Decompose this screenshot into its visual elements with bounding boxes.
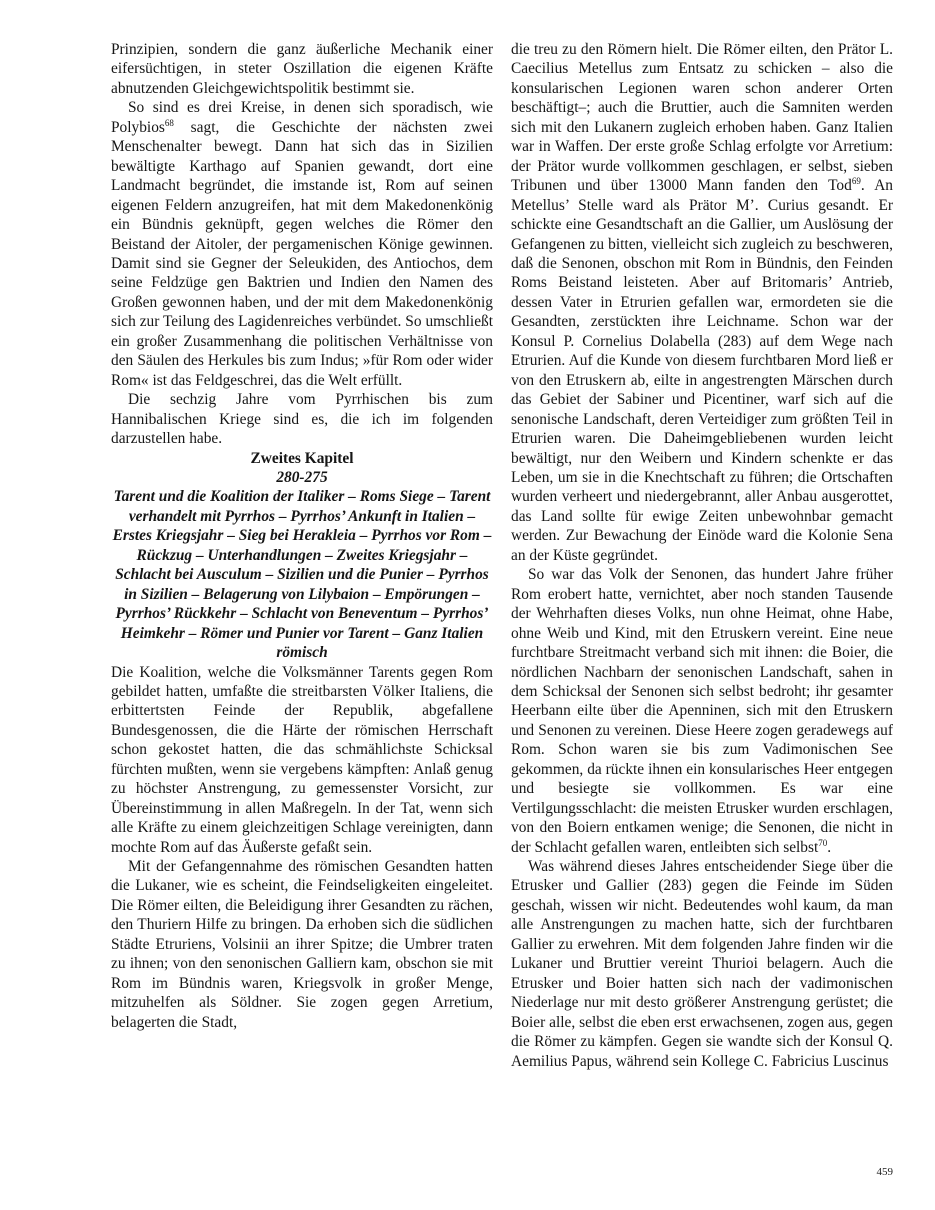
paragraph: Prinzipien, sondern die ganz äußerliche Mechanik einer eifersüchtigen, in steter Oszillation die eigenen Kräfte abnutzenden Gleichgewichtspolitik bestimmt sie. bbox=[111, 41, 493, 97]
paragraph-text: So war das Volk der Senonen, das hundert Jahre früher Rom erobert hatte, vernichtet, aber noch standen Tausende der Wehrhaften dieses Volks, nun ohne Heimat, ohne Habe, ohne Weib und Kind, mit den Etruskern vereint. Eine neue furchtbare Streitmacht verband sich mit ihnen: die Boier, die nördlichen Nachbarn der senonischen Landschaft, sahen in dem Schicksal der Senonen sich selbst bedroht; ihr gesamter Heerbann eilte über die Apenninen, sich mit den Etruskern und Senonen zu vereinen. Diese Heere zogen geradewegs auf Rom. Schon waren sie bis zum Vadimonischen See gekommen, da rückte ihnen ein konsularisches Heer entgegen und besiegte sie vollkommen. Es war eine Vertilgungsschlacht: die meisten Etrusker wurden erschlagen, von den Boiern entkamen wenige; die Senonen, die nicht in der Schlacht gefallen waren, entleibten sich selbst bbox=[511, 566, 893, 856]
paragraph bbox=[511, 40, 893, 565]
paragraph: Die Koalition, welche die Volksmänner Tarents gegen Rom gebildet hatten, umfaßte die streitbarsten Völker Italiens, die erbittertsten Feinde der Republik, abgefallene Bundesgenossen, die die Härte der römischen Herrschaft schon gekostet hatten, die das schmählichste Schicksal fürchten mußten, wenn sie vergebens kämpften: Anlaß genug zu höchster Anstrengung, zu gemessenster Vorsicht, zur Übereinstimmung in allen Maßregeln. In der Tat, wenn sich alle Kräfte zu einem gleichzeitigen Schlage vereinigten, dann mochte Rom auf das Äußerste gefaßt sein. bbox=[111, 663, 493, 856]
left-column bbox=[111, 40, 493, 1032]
paragraph: Was während dieses Jahres entscheidender Siege über die Etrusker und Gallier (283) gegen die Feinde im Süden geschah, wissen wir nicht. Bedeutendes wohl kaum, da man alle Anstrengungen zu machen hatte, sich der furchtbaren Gallier zu erwehren. Mit dem folgenden Jahre finden wir die Lukaner und Bruttier vereint Thurioi belagern. Auch die Etrusker und Boier hatten sich nach der vadimonischen Niederlage nur mit desto größerer Anstrengung gerüstet; die Boier alle, selbst die eben erst erwachsenen, zogen aus, gegen die Römer zu kämpfen. Gegen sie wandte sich der Konsul Q. Aemilius Papus, während sein Kollege C. Fabricius Luscinus bbox=[511, 858, 893, 1070]
paragraph-text: die treu zu den Römern hielt. Die Römer eilten, den Prätor L. Caecilius Metellus zum Entsatz zu schicken – also die konsularischen Legionen waren schon anderer Orten beschäftigt–; auch die Bruttier, auch die Samniten werden sich mit den Lukanern zugleich erhoben haben. Ganz Italien war in Waffen. Der erste große Schlag erfolgte vor Arretium: der Prätor wurde vollkommen geschlagen, er selbst, sieben Tribunen und über 13000 Mann fanden den Tod bbox=[511, 41, 893, 195]
paragraph-text: . bbox=[827, 838, 832, 856]
chapter-title: Zweites Kapitel bbox=[250, 449, 354, 467]
paragraph-text: So sind es drei Kreise, in denen sich sporadisch, wie Polybios bbox=[111, 99, 493, 136]
chapter-years: 280-275 bbox=[276, 468, 328, 486]
paragraph bbox=[111, 98, 493, 390]
paragraph: Mit der Gefangennahme des römischen Gesandten hatten die Lukaner, wie es scheint, die Feindseligkeiten eingeleitet. Die Römer eilten, die Beleidigung ihrer Gesandten zu rächen, den Thuriern Hilfe zu bringen. Da erhoben sich die südlichen Städte Etruriens, Volsinii an ihrer Spitze; die Umbrer traten zu ihnen; von den senonischen Galliern kam, obschon sie mit Rom im Bündnis waren, Kriegsvolk in großer Menge, mitzuhelfen als Söldner. Sie zogen gegen Arretium, belagerten die Stadt, bbox=[111, 858, 493, 1031]
right-column bbox=[511, 40, 893, 1071]
page-number: 459 bbox=[876, 1166, 893, 1178]
chapter-summary: Tarent und die Koalition der Italiker – Roms Siege – Tarent verhandelt mit Pyrrhos – Pyrrhos’ Ankunft in Italien – Erstes Kriegsjahr – Sieg bei Herakleia – Pyrrhos vor Rom – Rückzug – Unterhandlungen – Zweites Kriegsjahr – Schlacht bei Ausculum – Sizilien und die Punier – Pyrrhos in Sizilien – Belagerung von Lilybaion – Empörungen – Pyrrhos’ Rückkehr – Schlacht von Beneventum – Pyrrhos’ Heimkehr – Römer und Punier vor Tarent – Ganz Italien römisch bbox=[112, 488, 492, 662]
paragraph: Die sechzig Jahre vom Pyrrhischen bis zum Hannibalischen Kriege sind es, die ich im folgenden darzustellen habe. bbox=[111, 391, 493, 448]
footnote-ref: 68 bbox=[164, 117, 174, 128]
paragraph bbox=[511, 565, 893, 857]
paragraph-text: sagt, die Geschichte der nächsten zwei Menschenalter bewegt. Dann hat sich das in Sizilien bewältigte Karthago auf Spanien gewandt, dort eine Landmacht begründet, die imstande ist, Rom auf seinen eigenen Feldern anzugreifen, hat mit dem Makedonenkönig ein Bündnis geknüpft, gegen welches die Römer den Beistand der Aitoler, der pergamenischen Könige gewinnen. Damit sind sie Gegner der Seleukiden, des Antiochos, dem seine Feldzüge gen Baktrien und Indien den Namen des Großen gewonnen haben, und der mit dem Makedonenkönig sich zur Teilung des Lagidenreiches verbündet. So umschließt ein großer Zusammenhang die politischen Verhältnisse von den Säulen des Herkules bis zum Indus; »für Rom oder wider Rom« ist das Feldgeschrei, das die Welt erfüllt. bbox=[111, 118, 493, 389]
footnote-ref: 70 bbox=[818, 837, 828, 848]
paragraph-text: . An Metellus’ Stelle ward als Prätor M’. Curius gesandt. Er schickte eine Gesandtschaft an die Gallier, um Auslösung der Gefangenen zu bitten, vielleicht sich zugleich zu beschweren, daß die Senonen, obschon mit Rom in Bündnis, den Feinden Roms Beistand leisteten. Aber auf Britomaris’ Antrieb, dessen Vater in Etrurien gefallen war, ermordeten sie die Gesandten, zerstückten ihre Leichname. Schon war der Konsul P. Cornelius Dolabella (283) auf dem Wege nach Etrurien. Auf die Kunde von diesem furchtbaren Mord ließ er von den Etruskern ab, eilte in angestrengten Märschen durch das Gebiet der Sabiner und Picentiner, warf sich auf die senonische Landschaft, deren Verteidiger zum größten Teil in Etrurien waren. Die Daheimgebliebenen wurden leicht bewältigt, nur den Weibern und Kindern schenkte er das Leben, um sie in die Knechtschaft zu führen; die Ortschaften wurden verheert und niedergebrannt, aller Anbau ausgerottet, das Land sollte für ewige Zeiten unbewohnbar gemacht werden. Zur Bewachung der Einöde ward die Kolonie Sena an der Küste gegründet. bbox=[511, 177, 894, 564]
footnote-ref: 69 bbox=[851, 176, 861, 187]
